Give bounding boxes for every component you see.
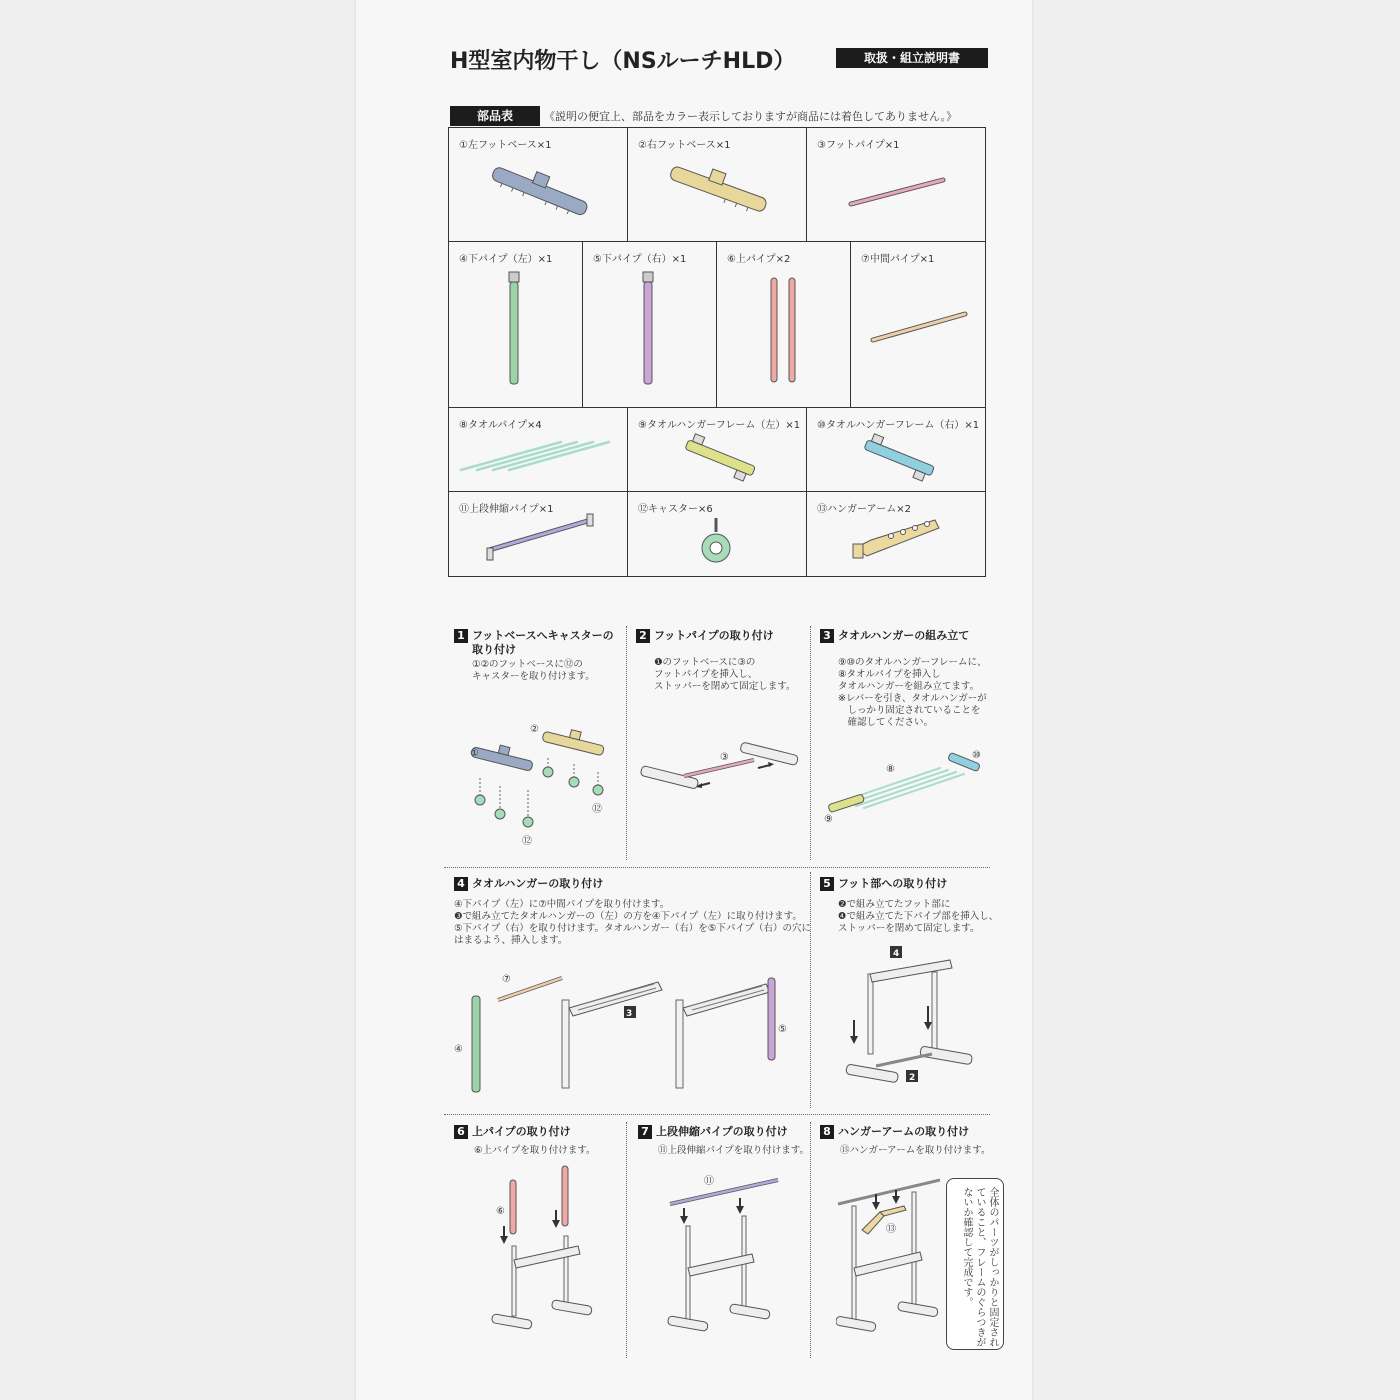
part-label: ⑤下パイプ（右）×1	[593, 254, 687, 265]
upper-pipe-icon	[717, 242, 851, 408]
lower-pipe-right-icon	[583, 242, 717, 408]
step-divider	[810, 626, 811, 860]
step-text: ❸で組み立てたタオルハンガーの（左）の方を④下パイプ（左）に取り付けます。	[454, 911, 802, 922]
step-text: ④下パイプ（左）に⑦中間パイプを取り付けます。	[454, 899, 670, 910]
step-text: ⑨⑩のタオルハンガーフレームに、	[838, 657, 987, 668]
step-text: ⑥上パイプを取り付けます。	[474, 1145, 596, 1156]
step-number: 6	[454, 1125, 468, 1139]
part-cell	[449, 408, 628, 492]
final-check-note	[946, 1178, 1004, 1350]
part-label: ⑨タオルハンガーフレーム（左）×1	[638, 420, 801, 431]
part-cell	[583, 242, 717, 408]
step-callout: 3	[626, 1009, 633, 1019]
part-cell	[628, 408, 807, 492]
part-cell	[449, 128, 628, 242]
step-text: キャスターを取り付けます。	[472, 671, 595, 682]
step-text: ❶のフットベースに③の	[654, 657, 756, 668]
step-6-illustration	[486, 1160, 596, 1340]
step-callout: ③	[720, 752, 729, 763]
parts-list-tag: 部品表	[450, 106, 540, 126]
step-callout: ①	[470, 748, 479, 759]
step-title: 上パイプの取り付け	[472, 1125, 571, 1138]
step-text: タオルハンガーを組み立てます。	[838, 681, 980, 692]
step-callout: ⑨	[824, 814, 833, 825]
part-label: ⑥上パイプ×2	[727, 254, 791, 265]
step-callout: ⑬	[886, 1224, 896, 1235]
parts-table	[448, 127, 986, 577]
step-number: 8	[820, 1125, 834, 1139]
step-title: タオルハンガーの組み立て	[838, 629, 970, 642]
part-label: ⑩タオルハンガーフレーム（右）×1	[817, 420, 980, 431]
step-title: 取り付け	[472, 643, 516, 656]
step-text: ※レバーを引き、タオルハンガーが	[838, 693, 987, 704]
step-divider	[444, 1114, 990, 1115]
step-number: 4	[454, 877, 468, 891]
step-text: フットパイプを挿入し、	[654, 669, 758, 680]
step-text: ストッパーを閉めて固定します。	[654, 681, 796, 692]
step-number: 7	[638, 1125, 652, 1139]
step-number: 5	[820, 877, 834, 891]
middle-pipe-icon	[851, 242, 985, 408]
step-text: しっかり固定されていることを	[838, 705, 981, 716]
part-label: ④下パイプ（左）×1	[459, 254, 553, 265]
step-divider	[626, 1122, 627, 1358]
step-text: ①②のフットベースに⑫の	[472, 659, 583, 670]
step-callout: ⑫	[522, 836, 532, 847]
part-cell	[807, 492, 985, 576]
foot-base-right-icon	[628, 128, 807, 242]
title-tag: 取扱・組立説明書	[836, 48, 988, 68]
part-label: ⑬ハンガーアーム×2	[817, 504, 911, 515]
towel-pipe-icon	[449, 408, 628, 492]
part-label: ①左フットベース×1	[459, 140, 552, 151]
step-8-illustration	[836, 1170, 946, 1340]
step-title: ハンガーアームの取り付け	[838, 1125, 970, 1138]
lower-pipe-left-icon	[449, 242, 583, 408]
step-text: はまるよう、挿入します。	[454, 935, 568, 946]
part-cell	[449, 242, 583, 408]
step-number: 3	[820, 629, 834, 643]
step-2-illustration	[636, 730, 806, 820]
part-cell	[628, 128, 807, 242]
hanger-arm-icon	[807, 492, 985, 576]
part-cell	[807, 408, 985, 492]
instruction-sheet	[356, 0, 1032, 1400]
part-label: ⑪上段伸縮パイプ×1	[459, 504, 554, 515]
step-title: フット部への取り付け	[838, 877, 948, 890]
foot-pipe-icon	[807, 128, 985, 242]
step-callout: ⑩	[972, 750, 981, 761]
step-number: 1	[454, 629, 468, 643]
foot-base-left-icon	[449, 128, 628, 242]
part-cell	[851, 242, 985, 408]
part-label: ⑦中間パイプ×1	[861, 254, 935, 265]
part-label: ⑫キャスター×6	[638, 504, 713, 515]
step-callout: 2	[909, 1073, 916, 1083]
step-title: 上段伸縮パイプの取り付け	[656, 1125, 788, 1138]
step-text: ⑬ハンガーアームを取り付けます。	[840, 1145, 991, 1156]
step-callout: ②	[530, 724, 539, 735]
part-cell	[807, 128, 985, 242]
step-text: ❷で組み立てたフット部に	[838, 899, 951, 910]
caster-icon	[628, 492, 807, 576]
step-4-illustration	[448, 960, 800, 1100]
step-text: ❹で組み立てた下パイプ部を挿入し、	[838, 911, 999, 922]
step-3-illustration	[820, 740, 990, 830]
step-divider	[626, 626, 627, 860]
step-callout: ④	[454, 1044, 463, 1055]
step-number: 2	[636, 629, 650, 643]
step-callout: ⑪	[704, 1176, 714, 1187]
step-divider	[810, 1122, 811, 1358]
parts-list-note: 《説明の便宜上、部品をカラー表示しておりますが商品には着色してありません。》	[544, 110, 958, 123]
step-text: ストッパーを閉めて固定します。	[838, 923, 980, 934]
step-callout: ⑫	[592, 804, 602, 815]
step-text: ⑧タオルパイプを挿入し	[838, 669, 941, 680]
telescopic-pipe-icon	[449, 492, 628, 576]
step-callout: ⑥	[496, 1206, 505, 1217]
step-title: フットベースへキャスターの	[472, 629, 614, 642]
part-cell	[717, 242, 851, 408]
step-callout: ⑦	[502, 974, 511, 985]
step-divider	[444, 867, 990, 868]
part-cell	[449, 492, 628, 576]
step-callout: ⑤	[778, 1024, 787, 1035]
towel-frame-left-icon	[628, 408, 807, 492]
part-cell	[628, 492, 807, 576]
final-check-text: 全体のパーツがしっかりと固定されていること、フレームのぐらつきがないか確認して完成です。	[961, 1187, 998, 1347]
page-title: H型室内物干し（NSルーチHLD）	[450, 49, 796, 74]
part-label: ③フットパイプ×1	[817, 140, 900, 151]
step-title: タオルハンガーの取り付け	[472, 877, 604, 890]
step-text: 確認してください。	[838, 717, 934, 728]
part-label: ②右フットベース×1	[638, 140, 731, 151]
towel-frame-right-icon	[807, 408, 985, 492]
step-callout: 4	[893, 949, 900, 959]
step-text: ⑪上段伸縮パイプを取り付けます。	[658, 1145, 809, 1156]
part-label: ⑧タオルパイプ×4	[459, 420, 542, 431]
step-title: フットパイプの取り付け	[654, 629, 774, 642]
step-text: ⑤下パイプ（右）を取り付けます。タオルハンガー（右）を⑤下パイプ（右）の穴に	[454, 923, 812, 934]
step-5-illustration	[840, 940, 980, 1100]
step-7-illustration	[666, 1170, 786, 1340]
step-callout: ⑧	[886, 764, 895, 775]
step-1-illustration	[456, 716, 616, 856]
